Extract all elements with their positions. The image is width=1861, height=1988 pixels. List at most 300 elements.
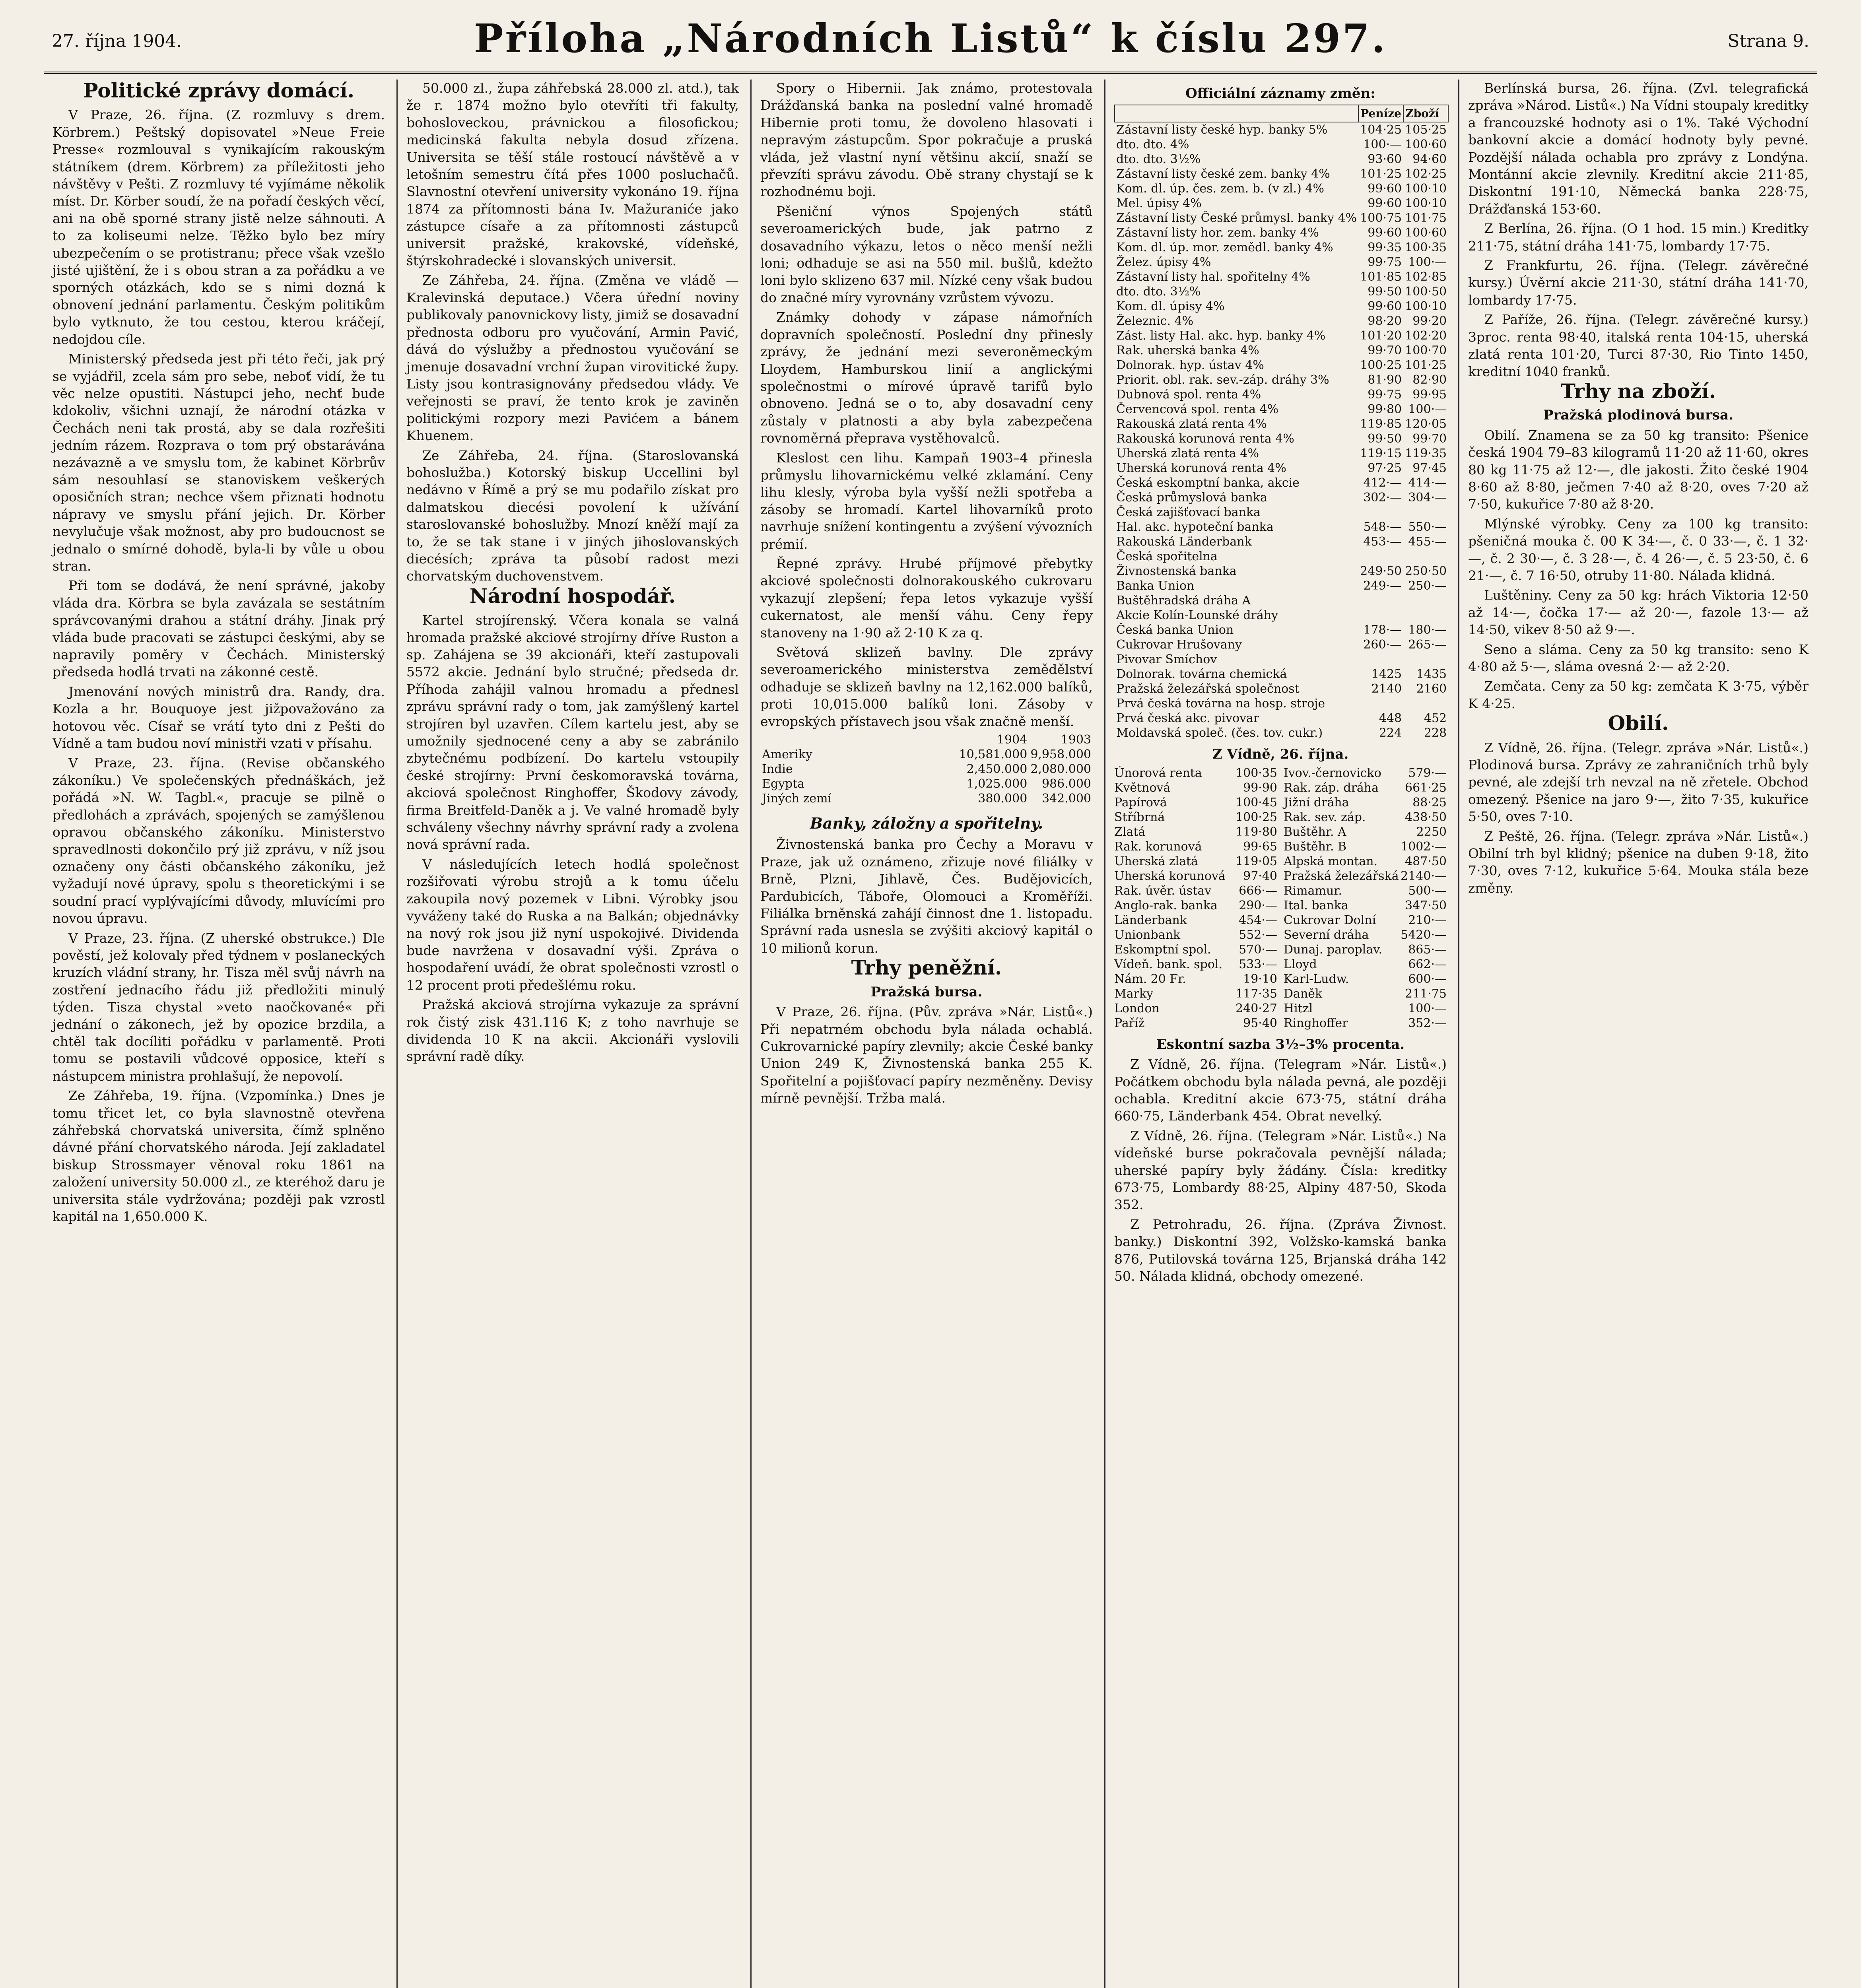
security-name: Nám. 20 Fr. [1114,972,1186,986]
table-row [1115,476,1448,490]
quote-value: 119·80 [1235,825,1277,839]
security-name: Pražská železářská [1284,869,1399,883]
table-row [1115,181,1448,196]
security-name: Uherská korunová [1114,869,1226,883]
quote-row [1114,942,1277,957]
security-name: Hal. akc. hypoteční banka [1116,520,1274,534]
security-name: Rimamur. [1284,883,1342,898]
quote-value: 438·50 [1405,810,1447,824]
quote-value: 250·— [1408,579,1447,593]
column-domestic-politics [44,80,394,1988]
cotton-table [760,732,1093,806]
quote-row [1284,810,1447,825]
security-name: dto. dto. 4% [1116,138,1189,152]
table-row [1115,122,1448,137]
security-name: Rakouská Länderbank [1116,535,1252,549]
quote-row [1114,883,1277,898]
quote-row [1114,839,1277,854]
quote-value: 99·75 [1368,255,1402,270]
table-header-cell [760,732,958,747]
quote-row [1114,795,1277,810]
subsection-heading: Pražská bursa. [870,984,983,1000]
security-name: Priorit. obl. rak. sev.-záp. dráhy 3% [1116,373,1329,387]
masthead-title: Příloha „Národních Listů“ k číslu 297. [474,16,1387,62]
quote-value: 455·— [1408,535,1447,549]
security-name: Alpská montan. [1284,854,1378,868]
quote-value: 265·— [1408,638,1447,652]
table-row [1115,461,1448,476]
article-paragraph: Ze Záhřeba, 24. října. (Změna ve vládě — Kralevinská deputace.) Včera úřední noviny publikovaly panovnickovy listy, jimiž se dosavadní přednosta odboru pro vyučování, Armin Pavić, dává do výslužby a přednostou vyučování se jmenuje dosavadní vrchní župan virovitické župy. Listy jsou kontrasignovány předsedou vlády. Ve veřejnosti se praví, že tento krok je zaviněn politickými rozpory mezi Pavićem a bánem Khuenem. [406,272,739,444]
article-paragraph: Luštěniny. Ceny za 50 kg: hrách Viktoria 12·50 až 14·—, čočka 17·— až 20·—, fazole 13·— až 14·50, vikev 8·50 až 9·—. [1468,587,1809,638]
security-name: Želez. úpisy 4% [1116,255,1211,270]
quote-value: 100·— [1363,138,1402,152]
security-name: Rak. sev. záp. [1284,810,1366,824]
cell: 9,958.000 [1030,747,1091,762]
subsection-heading: Z Vídně, 26. října. [1212,746,1349,763]
quote-value: 99·60 [1368,196,1402,211]
security-name: Banka Union [1116,579,1195,593]
quote-value: 99·35 [1368,241,1402,255]
section-heading: Trhy na zboží. [1560,379,1716,403]
quote-row [1284,928,1447,942]
quote-value: 98·20 [1368,314,1402,328]
quote-value: 414·— [1408,476,1447,490]
security-name: Dunaj. paroplav. [1284,942,1383,957]
quote-row [1114,972,1277,986]
table-row [1115,549,1448,564]
article-paragraph: V Praze, 23. října. (Z uherské obstrukce.) Dle pověstí, jež kolovaly před týdnem v poslaneckých kruzích vládní strany, hr. Tisza měl svůj návrh na zostření jednacího řádu již předložiti minulý týden. Tisza chystal »veto naočkované« při jednání o zákonech, jež by opozice brzdila, a chtěl tak docíliti pořádku v parlamentě. Proti tomu se postavili vůdcové opposice, kteří s nástupcem ministra prohlašují, že nepovolí. [52,930,385,1084]
cell: 2,450.000 [966,762,1028,777]
quote-row [1114,780,1277,795]
issue-date: 27. října 1904. [52,31,182,51]
quote-value: 100·50 [1405,285,1447,299]
quote-value: 533·— [1239,957,1277,971]
subsection-heading: Eskontní sazba 3½–3% procenta. [1156,1036,1405,1052]
quote-row [1284,986,1447,1001]
quote-value: 100·— [1408,255,1447,270]
security-name: London [1114,1001,1160,1015]
quote-value: 211·75 [1405,986,1447,1001]
article-paragraph: Z Vídně, 26. října. (Telegram »Nár. Listů«.) Počátkem obchodu byla nálada pevná, ale později ochabla. Kreditní akcie 673·75, státní dráha 660·75, Länderbank 454. Obrat nevelký. [1114,1056,1447,1124]
column-economy-news [752,80,1101,1988]
cell: 10,581.000 [959,747,1028,762]
security-name: Cukrovar Dolní [1284,913,1376,927]
article-paragraph: V Praze, 23. října. (Revise občanského zákoníku.) Ve společenských přednáškách, jež pořádá »N. W. Tagbl.«, pracuje se pilně o předlohách a zprávách, spojených se zamýšlenou opravou občanského zákoníku. Ministerstvo spravedlnosti dokončilo prý již zprávu, v níž jsou označeny ony části občanského zákoníku, jež vyžadují nové úpravy, spolu s theoretickými i se soudní prací vyplývajícími důvody, mluvícími pro novou úpravu. [52,755,385,926]
security-name: Rak. korunová [1114,839,1202,854]
security-name: Papírová [1114,795,1167,810]
quote-row [1114,986,1277,1001]
table-row [1115,343,1448,358]
table-row [1115,152,1448,167]
quote-value: 500·— [1408,883,1447,898]
security-name: Kom. dl. úp. čes. zem. b. (v zl.) 4% [1116,182,1324,196]
table-row [1115,667,1448,681]
quote-value: 178·— [1363,623,1402,637]
quote-value: 100·— [1408,402,1447,417]
quote-value: 95·40 [1243,1016,1277,1030]
quote-value: 249·— [1363,579,1402,593]
column-politics-economy [398,80,748,1988]
table-header-cell: 1903 [1061,733,1091,747]
security-name: Zlatá [1114,825,1146,839]
quote-value: 99·80 [1368,402,1402,417]
quote-value: 249·50 [1360,564,1402,579]
cell: 2,080.000 [1030,762,1091,777]
security-name: Česká eskomptní banka, akcie [1116,476,1300,490]
table-header-cell: Peníze [1358,105,1403,122]
quote-value [1403,549,1448,564]
quote-value: 99·90 [1243,780,1277,795]
quote-row [1114,957,1277,972]
quote-value: 102·25 [1405,167,1447,181]
quote-row [1284,883,1447,898]
quote-value: 210·— [1408,913,1447,927]
quote-row [1284,1016,1447,1031]
quote-value: 302·— [1363,491,1402,505]
security-name: Květnová [1114,780,1171,795]
article-paragraph: 50.000 zl., župa záhřebská 28.000 zl. atd.), tak že r. 1874 možno bylo otevříti tři fakulty, bohosloveckou, právnickou a filosofickou; medicinská fakulta nebyla dosud zřízena. Universita se těší stále rostoucí návštěvě a v letošním semestru čítá přes 1000 posluchačů. Slavnostní otevření university vykonáno 19. října 1874 za přítomnosti bána Iv. Mažuraniće jako zástupce císaře a za přítomnosti zástupců universit pražské, krakovské, vídeňské, štýrskohradecké i slovanských universit. [406,80,739,269]
cell: 342.000 [1041,792,1091,806]
quote-value [1403,505,1448,520]
quote-row [1284,913,1447,928]
quote-row [1284,795,1447,810]
article-paragraph: Pražská akciová strojírna vykazuje za správní rok čistý zisk 431.116 K; z toho navrhuje se dividenda 10 K na akcii. Akcionáři vyslovili správní radě díky. [406,997,739,1064]
security-name: Rak. záp. dráha [1284,780,1379,795]
article-paragraph: Obilí. Znamena se za 50 kg transito: Pšenice česká 1904 79–83 kilogramů 11·20 až 11·60, okres 80 kg 11·75 až 12·—, dle jakosti. Žito české 1904 8·60 až 8·80, ječmen 7·40 až 8·20, oves 7·20 až 7·50, kukuřice 7·80 až 8·20. [1468,427,1809,512]
quote-value: 865·— [1408,942,1447,957]
article-paragraph: Řepné zprávy. Hrubé příjmové přebytky akciové společnosti dolnorakouského cukrovaru vykazují zlepšení; řepa letos vykazuje vyšší cukernatost, ale menší váhu. Ceny řepy stanoveny na 1·90 až 2·10 K za q. [760,555,1093,641]
table-row [760,762,1093,777]
quote-value: 100·70 [1405,344,1447,358]
quote-value: 600·— [1408,972,1447,986]
security-name: Jižní dráha [1284,795,1349,810]
security-name: Ital. banka [1284,898,1348,912]
quote-row [1114,1001,1277,1016]
quote-row [1284,869,1447,883]
quote-value: 454·— [1239,913,1277,927]
quote-value: 99·60 [1368,182,1402,196]
security-name: Zástavní listy české zem. banky 4% [1116,167,1330,181]
table-row [1115,579,1448,593]
security-name: Živnostenská banka [1116,564,1237,579]
quote-value: 240·27 [1235,1001,1277,1015]
table-row [1115,137,1448,152]
table-row [1115,446,1448,461]
section-heading: Politické zprávy domácí. [83,80,355,102]
table-row [1115,534,1448,549]
table-row [1115,652,1448,667]
article-paragraph: Z Vídně, 26. října. (Telegram »Nár. Listů«.) Na vídeňské burse pokračovala pevnější nálada; uherské papíry byly žádány. Čísla: kreditky 673·75, Lombardy 88·25, Alpiny 487·50, Skoda 352. [1114,1128,1447,1213]
quote-value: 2160 [1416,682,1447,696]
article-paragraph: V Praze, 26. října. (Pův. zpráva »Nár. Listů«.) Při nepatrném obchodu byla nálada ochablá. Cukrovarnické papíry zlevnily; akcie České banky Union 249 K, Živnostenská banka 255 K. Spořitelní a pojišťovací papíry nezměněny. Devisy mírně pevnější. Tržba malá. [760,1004,1093,1106]
quote-value [1358,696,1403,711]
quote-value [1358,652,1403,667]
table-row [1115,726,1448,740]
article-paragraph: Známky dohody v zápase námořních dopravních společností. Poslední dny přinesly zprávy, že jednání mezi severoněmeckým Lloydem, Hamburskou linií a anglickými společnostmi o mírové úpravě tarifů bylo obnoveno. Jedná se o to, aby dosavadní ceny zůstaly v platnosti a aby byla zabezpečena rovnoměrná přeprava vystěhovalců. [760,309,1093,446]
article-paragraph: Živnostenská banka pro Čechy a Moravu v Praze, jak už oznámeno, zřizuje nové filiálky v Brně, Plzni, Jihlavě, Čes. Budějovicích, Pardubicích, Táboře, Olomouci a Kroměříži. Filiálka brněnská zahájí činnost dne 1. listopadu. Správní rada usnesla se zvýšiti akciový kapitál o 10 milionů korun. [760,837,1093,956]
quote-value: 180·— [1408,623,1447,637]
quote-value: 661·25 [1405,780,1447,795]
quote-value: 228 [1424,726,1447,740]
security-name: Stříbrná [1114,810,1165,824]
quote-row [1114,928,1277,942]
cell: 986.000 [1041,777,1091,791]
quote-value: 100·75 [1360,211,1402,225]
quote-row [1114,913,1277,928]
table-row [1115,328,1448,343]
security-name: dto. dto. 3½% [1116,285,1201,299]
security-name: Vídeň. bank. spol. [1114,957,1223,971]
security-name: Pražská železářská společnost [1116,682,1300,696]
security-name: Zástavní listy hor. zem. banky 4% [1116,226,1319,240]
quote-value: 2140 [1371,682,1402,696]
quote-value: 100·10 [1405,182,1447,196]
article-paragraph: Ministerský předseda jest při této řeči, jak prý se vyjádřil, zcela sám pro sebe, neboť vidí, že tu věc nelze opustiti. Nástupci jeho, nechť bude kdokoliv, všichni uznají, že národní otázka v Čechách neni tak prostá, aby se dala rozřešiti jedním rázem. Rozprava o tom prý obstarávána nezávazně a ve smyslu tom, že kabinet Körbrův sám nesouhlasí se stanoviskem veškerých oposičních stran; nechce všem přiznati hodnotu nápravy ve smyslu přání jejich. Dr. Körber nevylučuje však možnost, aby pro budoucnost se jednalo o smírné dohodě, byla-li by vůle u obou stran. [52,351,385,574]
security-name: Ringhoffer [1284,1016,1348,1030]
table-row [1115,240,1448,255]
vienna-quotes-right [1284,766,1447,1031]
security-name: Dolnorak. továrna chemická [1116,667,1287,681]
quote-value: 579·— [1408,766,1447,780]
security-name: Karl-Ludw. [1284,972,1349,986]
quote-value: 99·70 [1412,432,1447,446]
quote-value: 487·50 [1405,854,1447,868]
quote-value: 105·25 [1405,123,1447,137]
quote-value: 550·— [1408,520,1447,534]
security-name: Kom. dl. úp. mor. zemědl. banky 4% [1116,241,1333,255]
quote-value: 81·90 [1368,373,1402,387]
quote-value: 99·95 [1412,388,1447,402]
security-name: Marky [1114,986,1154,1001]
quote-value: 93·60 [1368,152,1402,167]
security-name: Červencová spol. renta 4% [1116,402,1279,417]
table-row [1115,681,1448,696]
quote-row [1284,957,1447,972]
article-paragraph: Z Petrohradu, 26. října. (Zpráva Živnost. banky.) Diskontní 392, Volžsko-kamská banka 876, Putilovská továrna 125, Brjanská dráha 142 50. Nálada klidná, obchody omezené. [1114,1216,1447,1284]
security-name: Pivovar Smíchov [1116,652,1217,667]
quote-value: 120·05 [1405,417,1447,431]
quote-value: 99·60 [1368,299,1402,314]
official-quotes-table [1114,105,1449,740]
quote-value: 666·— [1239,883,1277,898]
quote-value: 101·25 [1405,358,1447,373]
table-row [1115,490,1448,505]
table-row [1115,505,1448,520]
security-name: Daněk [1284,986,1323,1001]
column-markets [1459,80,1817,1988]
table-row [1115,696,1448,711]
quote-value [1403,608,1448,623]
table-row [1115,417,1448,431]
table-row [1115,225,1448,240]
security-name: Česká průmyslová banka [1116,491,1267,505]
quote-value: 452 [1424,711,1447,726]
quote-row [1284,766,1447,780]
security-name: Mel. úpisy 4% [1116,196,1202,211]
article-paragraph: Ze Záhřeba, 19. října. (Vzpomínka.) Dnes je tomu třicet let, co byla slavnostně otevřena záhřebská chorvatská universita, čímž splněno dávné přání chorvatského národa. Její zakladatel biskup Strossmayer věnoval roku 1861 na založení university 50.000 zl., ze kteréhož daru je universita stále vydržována; později pak vzrostl kapitál na 1,650.000 K. [52,1088,385,1224]
quote-value: 224 [1379,726,1402,740]
article-paragraph: Z Peště, 26. října. (Telegr. zpráva »Nár. Listů«.) Obilní trh byl klidný; pšenice na duben 9·18, žito 7·30, oves 7·12, kukuřice 5·64. Mouka stála beze změny. [1468,828,1809,896]
security-name: Rak. úvěr. ústav [1114,883,1212,898]
table-row [1115,314,1448,328]
quote-value: 99·70 [1368,344,1402,358]
cell: 380.000 [978,792,1028,806]
quote-value: 101·85 [1360,270,1402,284]
security-name: Železnic. 4% [1116,314,1194,328]
article-paragraph: Kartel strojírenský. Včera konala se valná hromada pražské akciové strojírny dříve Ruston a sp. Zahájena se 39 akcionáři, kteří zastupovali 5572 akcie. Jednání bylo stručné; předseda dr. Příhoda zahájil valnou hromadu a přednesl zprávu správní rady o tom, jak zamýšlený kartel strojíren byl uzavřen. Cílem kartelu jest, aby se umožnily sjednocené ceny a aby se zabránilo zbytečnému podbízení. Do kartelu vstoupily české strojírny: První českomoravská továrna, akciová společnost Ringhoffer, Škodovy závody, firma Breitfeld-Daněk a j. Ve valné hromadě byly schváleny všechny návrhy správní rady a zvolena nová správní rada. [406,612,739,852]
table-row [1115,520,1448,534]
table-title: Officiální záznamy změn: [1185,85,1375,101]
quote-row [1284,942,1447,957]
cell: Indie [762,762,793,777]
security-name: Rakouská korunová renta 4% [1116,432,1294,446]
section-heading: Trhy peněžní. [851,956,1002,980]
quote-value: 1435 [1416,667,1447,681]
table-row [1115,358,1448,373]
table-row [1115,402,1448,417]
table-row [1115,167,1448,181]
security-name: Eskomptní spol. [1114,942,1211,957]
quote-value: 100·35 [1235,766,1277,780]
quote-value: 102·85 [1405,270,1447,284]
cell: Ameriky [762,747,812,762]
table-header-cell [1115,105,1358,122]
article-paragraph: Kleslost cen lihu. Kampaň 1903–4 přinesla průmyslu lihovarnickému velké zklamání. Ceny lihu klesly, výroba byla vyšší nežli spotřeba a zásoby se hromadí. Kartel lihovarníků proto navrhuje snížení kontingentu a zvýšení vývozních prémií. [760,450,1093,552]
article-paragraph: Mlýnské výrobky. Ceny za 100 kg transito: pšeničná mouka č. 00 K 34·—, č. 0 33·—, č. 1 32·—, č. 2 30·—, č. 3 28·—, č. 4 26·—, č. 5 23·50, č. 6 21·—, č. 7 16·50, otruby 11·80. Nálada klidná. [1468,516,1809,583]
security-name: Dubnová spol. renta 4% [1116,388,1261,402]
security-name: Únorová renta [1114,766,1202,780]
security-name: Buštěhradská dráha A [1116,594,1251,608]
security-name: Anglo-rak. banka [1114,898,1218,912]
quote-value: 100·10 [1405,299,1447,314]
security-name: Länderbank [1114,913,1187,927]
security-name: Lloyd [1284,957,1317,971]
security-name: Paříž [1114,1016,1145,1030]
quote-value: 97·25 [1368,461,1402,476]
article-paragraph: Jmenování nových ministrů dra. Randy, dra. Kozla a hr. Bouquoye jest jižpovažováno za hotovou věc. Císař se vrátí tyto dni z Pešti do Vídně a tam budou noví ministři vzati v přísahu. [52,683,385,751]
quote-value: 104·25 [1360,123,1402,137]
quote-value: 100·25 [1360,358,1402,373]
table-row [1115,608,1448,623]
security-name: Rakouská zlatá renta 4% [1116,417,1267,431]
article-paragraph: Seno a sláma. Ceny za 50 kg transito: seno K 4·80 až 5·—, sláma ovesná 2·— až 2·20. [1468,641,1809,674]
security-name: Dolnorak. hyp. ústav 4% [1116,358,1264,373]
security-name: Česká banka Union [1116,623,1234,637]
quote-value: 100·25 [1235,810,1277,824]
vienna-quotes [1114,766,1447,1031]
security-name: Hitzl [1284,1001,1313,1015]
quote-row [1284,972,1447,986]
quote-row [1114,1016,1277,1031]
table-row [760,791,1093,806]
security-name: Moldavská společ. (čes. tov. cukr.) [1116,726,1323,740]
section-heading: Obilí. [1608,711,1669,735]
quote-value: 304·— [1408,491,1447,505]
quote-value: 119·15 [1360,447,1402,461]
security-name: Česká spořitelna [1116,549,1218,564]
header-rule [44,72,1817,74]
quote-row [1114,869,1277,883]
quote-value [1403,696,1448,711]
quote-row [1114,898,1277,913]
security-name: Zástavní listy České průmysl. banky 4% [1116,211,1357,225]
quote-value: 88·25 [1412,795,1447,810]
table-header-cell: Zboží [1403,105,1448,122]
table-row [1115,593,1448,608]
quote-value: 100·35 [1405,241,1447,255]
quote-value: 570·— [1239,942,1277,957]
quote-row [1284,780,1447,795]
quote-value: 548·— [1363,520,1402,534]
article-paragraph: V následujících letech hodlá společnost rozšiřovati výrobu strojů a k tomu účelu zakoupila nový pozemek v Libni. Výrobky jsou vyváženy také do Ruska a na Balkán; objednávky na nový rok jsou již nyní uspokojivé. Dividenda bude navržena v dosavadní výši. Zpráva o hospodaření uvádí, že obrat společnosti vzrostl o 12 procent proti předešlému roku. [406,856,739,993]
quote-value [1358,608,1403,623]
security-name: Unionbank [1114,928,1181,942]
cell: Egypta [762,777,805,791]
table-row [760,777,1093,791]
article-paragraph: Z Paříže, 26. října. (Telegr. závěrečné kursy.) 3proc. renta 98·40, italská renta 104·15, uherská zlatá renta 101·20, Turci 87·30, Rio Tinto 1450, kreditní 1040 franků. [1468,312,1809,379]
security-name: Česká zajišťovací banka [1116,505,1261,520]
quote-value: 250·50 [1405,564,1447,579]
table-row [1115,299,1448,314]
quote-value: 102·20 [1405,329,1447,343]
security-name: Uherská korunová renta 4% [1116,461,1286,476]
quote-value: 101·20 [1360,329,1402,343]
quote-value: 448 [1379,711,1402,726]
quote-value: 100·— [1408,1001,1447,1015]
quote-value: 260·— [1363,638,1402,652]
table-row [1115,270,1448,284]
quote-value: 101·75 [1405,211,1447,225]
quote-value: 352·— [1408,1016,1447,1030]
quote-value: 412·— [1363,476,1402,490]
security-name: Zást. listy Hal. akc. hyp. banky 4% [1116,329,1326,343]
table-row [1115,196,1448,211]
cell: 1,025.000 [966,777,1028,791]
quote-value: 2250 [1416,825,1447,839]
quote-row [1284,839,1447,854]
quote-value: 1425 [1371,667,1402,681]
quote-value: 2140·— [1401,869,1447,883]
table-row [760,747,1093,762]
security-name: Buštěhr. B [1284,839,1347,854]
quote-value: 552·— [1239,928,1277,942]
quote-value: 453·— [1363,535,1402,549]
table-header-row [1115,105,1448,122]
security-name: Uherská zlatá renta 4% [1116,447,1259,461]
security-name: Cukrovar Hrušovany [1116,638,1242,652]
quote-value: 119·35 [1405,447,1447,461]
table-row [1115,211,1448,225]
article-paragraph: Z Frankfurtu, 26. října. (Telegr. závěrečné kursy.) Úvěrní akcie 211·30, státní dráha 141·70, lombardy 17·75. [1468,258,1809,308]
article-paragraph: Spory o Hibernii. Jak známo, protestovala Drážďanská banka na poslední valné hromadě Hibernie proti tomu, že dovoleno hlasovati i nepravým zástupcům. Spor pokračuje a pruská vláda, jež vlastní nyní většinu akcií, snaží se převzíti správu závodu. Obě strany chystají se k rozhodnému boji. [760,80,1093,200]
article-paragraph: Z Vídně, 26. října. (Telegr. zpráva »Nár. Listů«.) Plodinová bursa. Zprávy ze zahraničních trhů byly pevné, ale zdejší trh nevzal na ně zřetele. Obchod omezený. Pšenice na jaro 9·—, žito 7·35, kukuřice 5·50, oves 7·10. [1468,740,1809,825]
table-row [1115,373,1448,387]
security-name: Ivov.-černovicko [1284,766,1381,780]
security-name: Prvá česká akc. pivovar [1116,711,1259,726]
table-row [1115,637,1448,652]
quote-value: 99·65 [1243,839,1277,854]
subsection-heading: Pražská plodinová bursa. [1543,407,1733,423]
quote-value: 119·85 [1360,417,1402,431]
quote-value: 99·20 [1412,314,1447,328]
article-paragraph: V Praze, 26. října. (Z rozmluvy s drem. Körbrem.) Peštský dopisovatel »Neue Freie Presse« rozmlouval s vynikajícím rakouským státníkem (drem. Körbrem) za příležitosti jeho návštěvy v Pešti. Z rozmluvy té vyjímáme několik míst. Dr. Körber soudí, že na pořadí českých věcí, ani na obě sporné strany jistě nelze sáhnouti. A to za koliseumi nelze. Těžko bylo bez míry ubezpečením o se protistranu; přece však vzešlo jisté ujištění, že i s obou stran a za pořádku a ve sporných otázkách, kdo se s nimi dozná k obnovení jednání parlamentu. Českým politikům bylo vytknuto, že tou cestou, kterou kráčejí, nedojdou cíle. [52,107,385,347]
column-exchange-rates [1105,80,1455,1988]
quote-row [1114,854,1277,869]
security-name: Kom. dl. úpisy 4% [1116,299,1225,314]
article-paragraph: Při tom se dodává, že není správné, jakoby vláda dra. Körbra se byla zavázala se sestátním správcovanými drahou a státní dráhy. Jinak prý vláda bude pracovati se zástupci českými, aby se napravily poměry v Čechách. Ministerský předseda hodlá trvati na zákonné cestě. [52,578,385,680]
quote-value: 100·60 [1405,226,1447,240]
security-name: Zástavní listy české hyp. banky 5% [1116,123,1328,137]
